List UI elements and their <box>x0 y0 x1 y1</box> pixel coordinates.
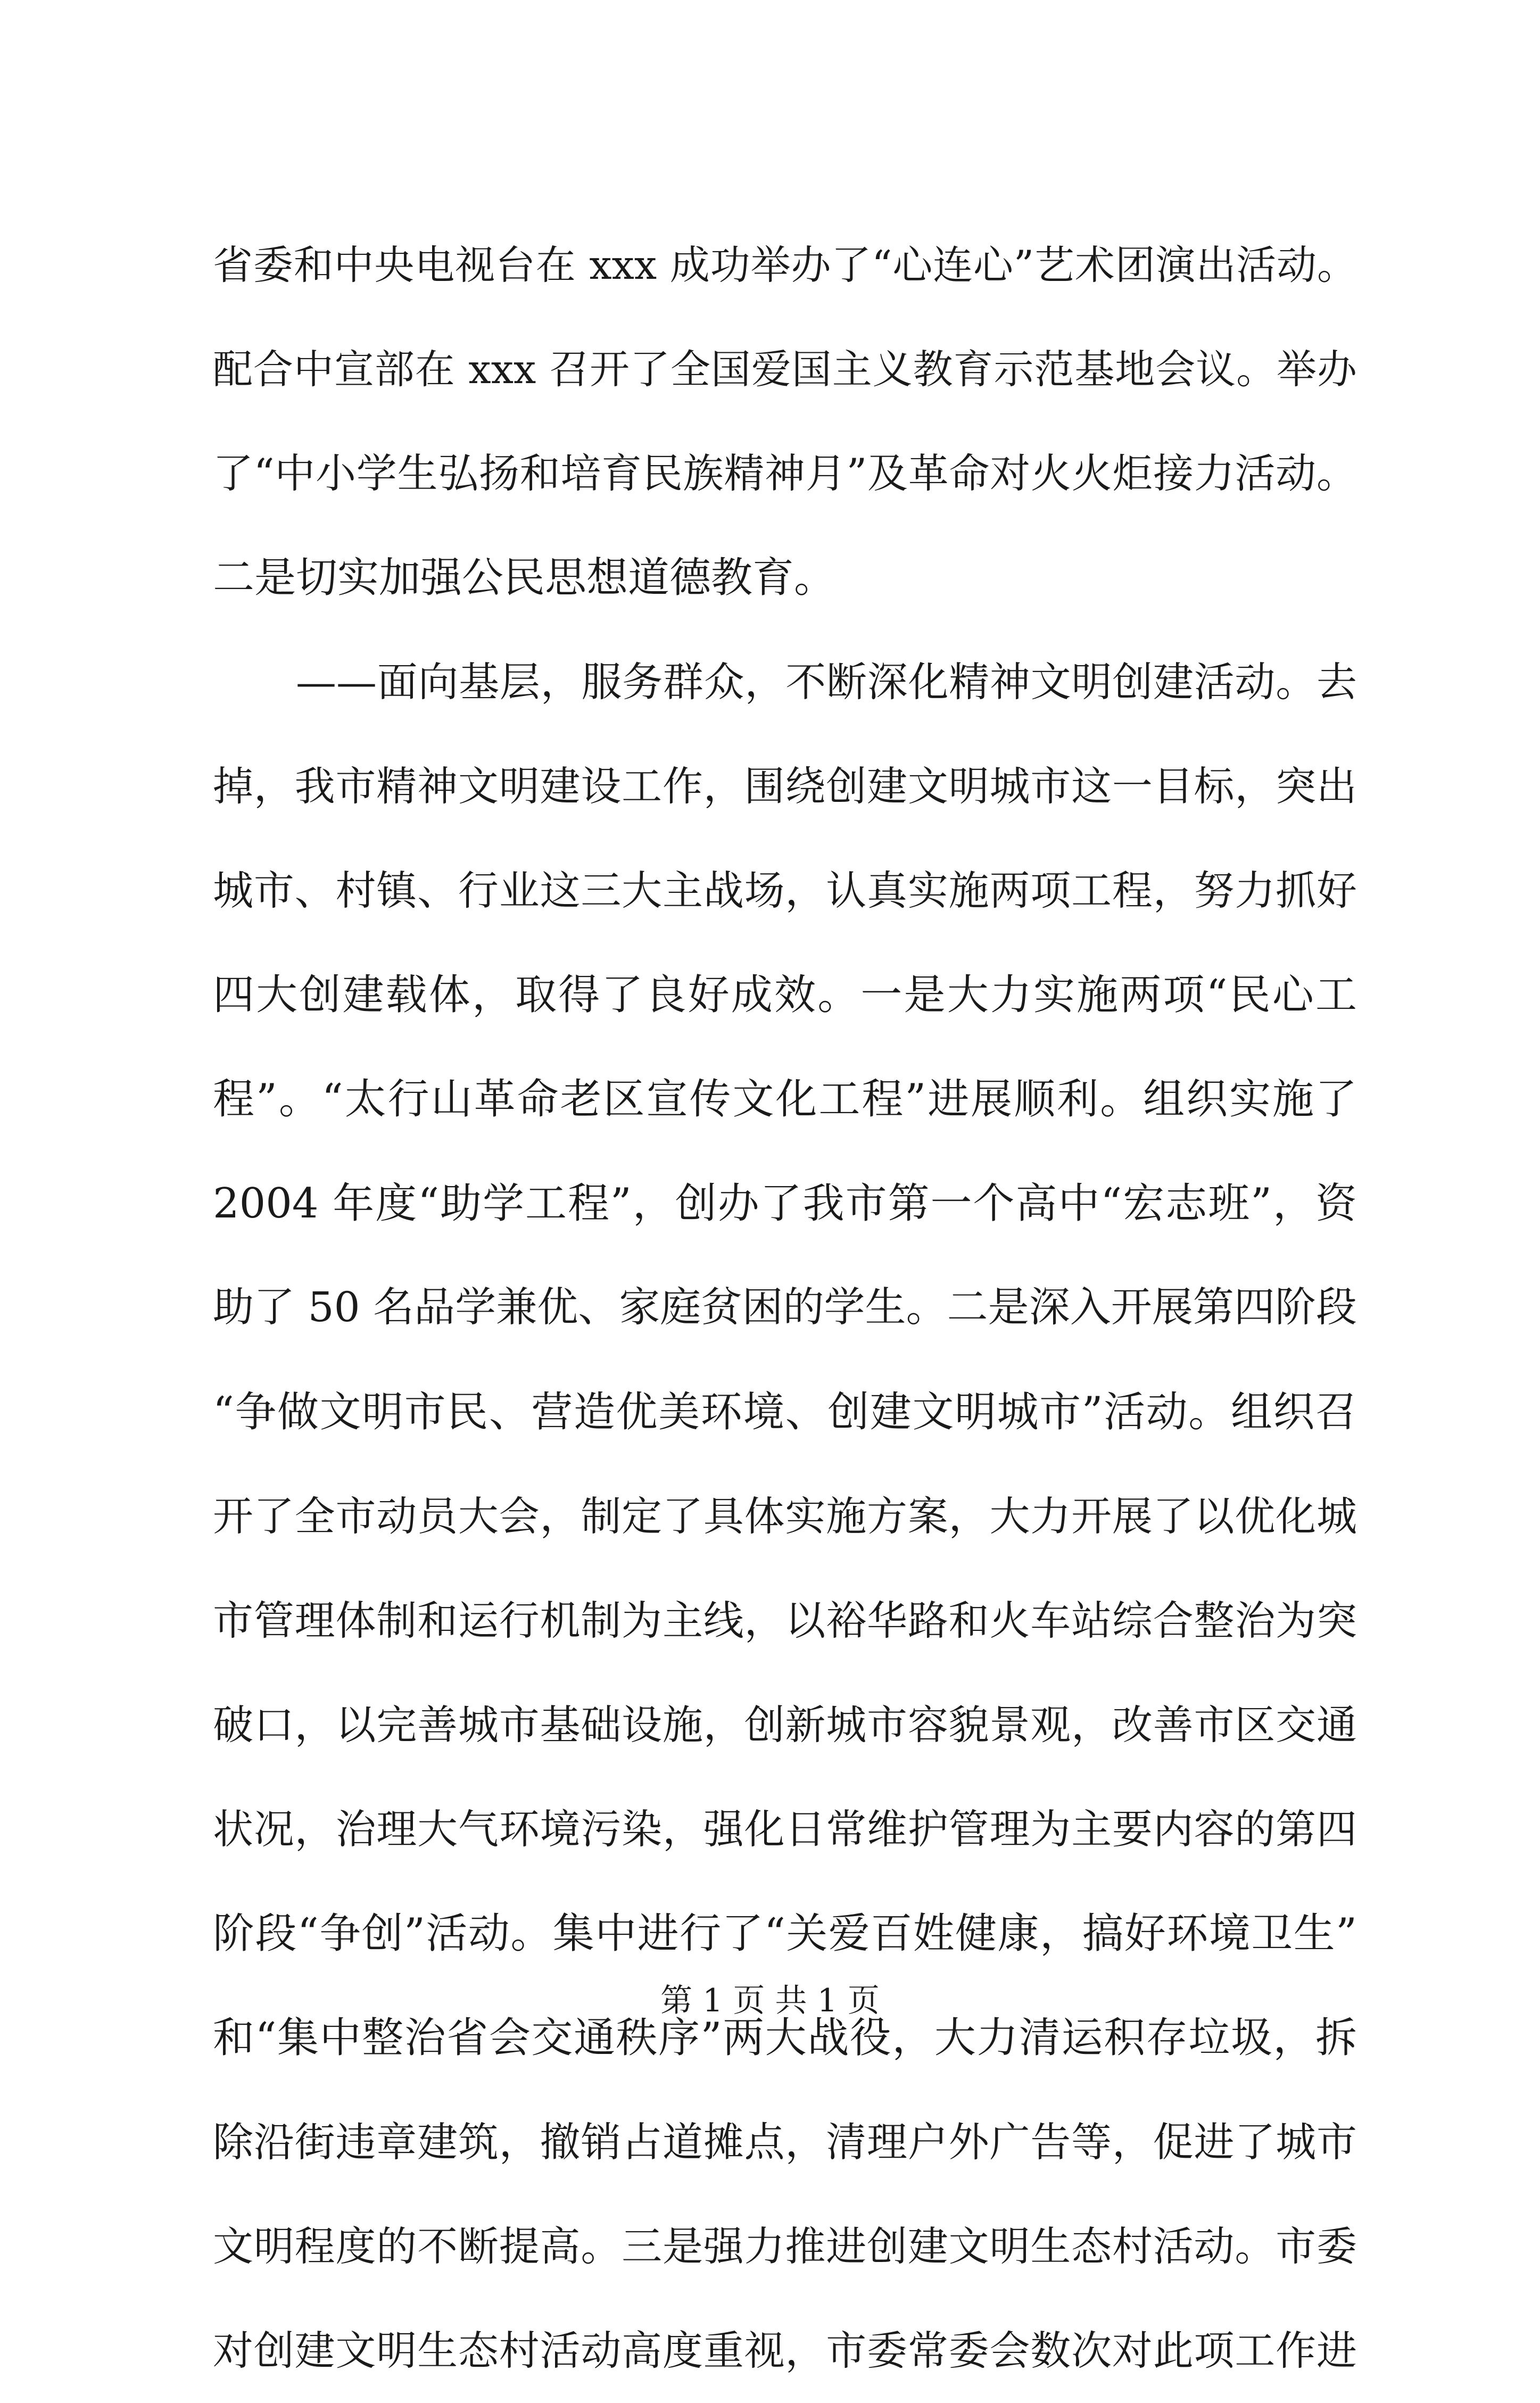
text-line: 城市、村镇、行业这三大主战场，认真实施两项工程，努力抓好 <box>213 867 1357 914</box>
text-line: 掉，我市精神文明建设工作，围绕创建文明城市这一目标，突出 <box>213 763 1357 810</box>
text-line: “争做文明市民、营造优美环境、创建文明城市”活动。组织召 <box>213 1388 1357 1436</box>
text-line: 四大创建载体，取得了良好成效。一是大力实施两项“民心工 <box>213 971 1357 1019</box>
text-line: 2004 年度“助学工程”，创办了我市第一个高中“宏志班”，资 <box>213 1180 1357 1228</box>
page-footer: 第 1 页 共 1 页 <box>660 1982 880 2019</box>
text-line: 市管理体制和运行机制为主线，以裕华路和火车站综合整治为突 <box>213 1597 1357 1644</box>
text-line: 状况，治理大气环境污染，强化日常维护管理为主要内容的第四 <box>213 1805 1357 1853</box>
text-line: 程”。“太行山革命老区宣传文化工程”进展顺利。组织实施了 <box>213 1075 1357 1123</box>
text-line: 省委和中央电视台在 xxx 成功举办了“心连心”艺术团演出活动。 <box>213 242 1357 288</box>
text-line: 破口，以完善城市基础设施，创新城市容貌景观，改善市区交通 <box>213 1701 1357 1749</box>
text-line: 文明程度的不断提高。三是强力推进创建文明生态村活动。市委 <box>213 2223 1357 2270</box>
text-line: 助了 50 名品学兼优、家庭贫困的学生。二是深入开展第四阶段 <box>213 1284 1357 1331</box>
text-line: 配合中宣部在 xxx 召开了全国爱国主义教育示范基地会议。举办 <box>213 346 1357 393</box>
text-line: 了“中小学生弘扬和培育民族精神月”及革命对火火炬接力活动。 <box>213 450 1357 497</box>
text-line: 对创建文明生态村活动高度重视，市委常委会数次对此项工作进 <box>213 2327 1357 2374</box>
body-text <box>213 213 1357 2403</box>
text-line: 和“集中整治省会交通秩序”两大战役，大力清运积存垃圾，拆 <box>213 2014 1357 2062</box>
text-line: 开了全市动员大会，制定了具体实施方案，大力开展了以优化城 <box>213 1493 1357 1540</box>
text-line: 二是切实加强公民思想道德教育。 <box>213 554 836 602</box>
text-line: 阶段“争创”活动。集中进行了“关爱百姓健康，搞好环境卫生” <box>213 1910 1357 1958</box>
paragraph-first-line: ——面向基层，服务群众，不断深化精神文明创建活动。去 <box>296 658 1357 706</box>
text-line: 除沿街违章建筑，撤销占道摊点，清理户外广告等，促进了城市 <box>213 2118 1357 2166</box>
